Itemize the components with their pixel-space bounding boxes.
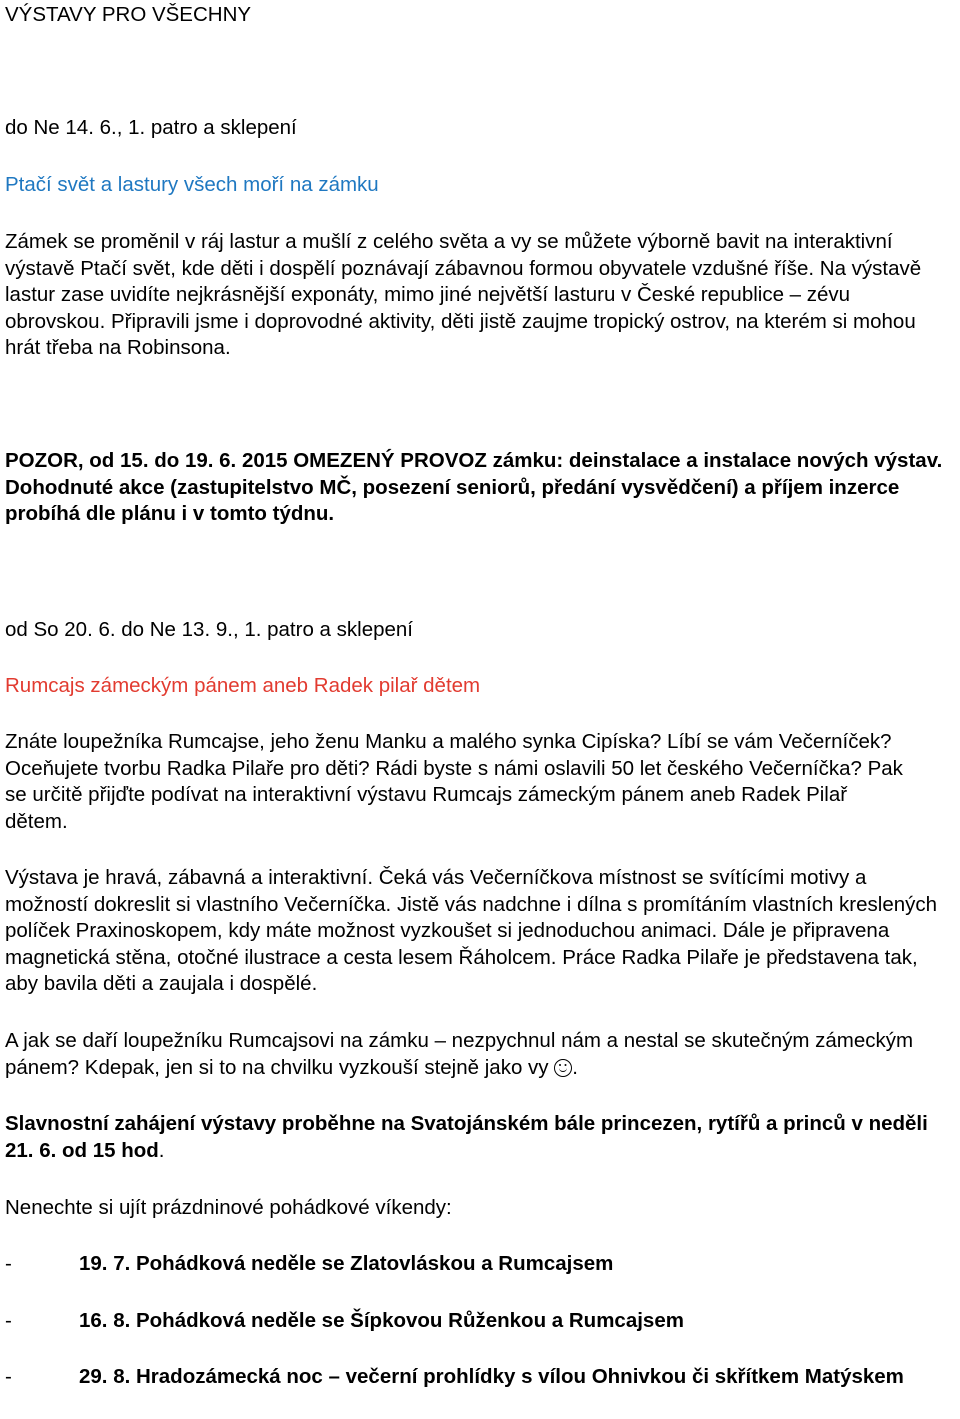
exhibit1-text-b: Na výstavě lastur zase uvidíte nejkrásnější exponáty, mimo jiné největší lasturu v České republice – zévu obrovskou. — [5, 256, 922, 333]
list-item-text: 19. 7. Pohádková neděle se Zlatovláskou a Rumcajsem — [79, 1252, 614, 1275]
list-item-text: 29. 8. Hradozámecká noc – večerní prohlídky s vílou Ohnivkou či skřítkem Matýskem — [79, 1365, 904, 1388]
notice-text-b: Dohodnuté akce (zastupitelstvo MČ, posezení seniorů, předání vysvědčení) a příjem inzerce probíhá dle plánu i v tomto týdnu. — [5, 475, 900, 525]
exhibit1-description — [5, 229, 950, 362]
paragraph-3-end: . — [572, 1055, 578, 1079]
page-title: VÝSTAVY PRO VŠECHNY — [5, 3, 252, 26]
exhibit1-text-c: Připravili jsme i doprovodné aktivity, děti jistě zaujme tropický ostrov, na kterém si mohou hrát třeba na Robinsona. — [5, 309, 916, 359]
exhibit2-title: Rumcajs zámeckým pánem aneb Radek pilař dětem — [5, 674, 481, 697]
paragraph-3-text: A jak se daří loupežníku Rumcajsovi na zámku – nezpychnul nám a nestal se skutečným zámeckým pánem? Kdepak, jen si to na chvilku vyzkouší stejně jako vy — [5, 1029, 914, 1079]
exhibit2-dates: od So 20. 6. do Ne 13. 9., 1. patro a sklepení — [5, 618, 413, 641]
list-item — [5, 1364, 959, 1391]
list-dash: - — [5, 1365, 12, 1388]
exhibit1-text-a: Zámek se proměnil v ráj lastur a mušlí z celého světa a vy se můžete výborně bavit na interaktivní výstavě Ptačí svět, kde děti i dospělí poznávají zábavnou formou obyvatele vzdušné říše. — [5, 230, 893, 280]
list-dash: - — [5, 1252, 12, 1275]
list-item — [5, 1308, 959, 1335]
list-item — [5, 1251, 959, 1278]
exhibit2-paragraph-3 — [5, 1028, 940, 1081]
notice-text-a: POZOR, od 15. do 19. 6. 2015 OMEZENÝ PROVOZ zámku: deinstalace a instalace nových výstav. — [5, 449, 943, 472]
exhibit2-paragraph-1: Znáte loupežníka Rumcajse, jeho ženu Manku a malého synka Cipíska? Líbí se vám Večerníček? Oceňujete tvorbu Radka Pilaře pro děti? Rádi byste s námi oslavili 50 let českého Večerníčka? Pak se určitě přijďte podívat na interaktivní výstavu Rumcajs zámeckým pánem aneb Radek Pilař dětem. — [5, 730, 903, 833]
weekends-intro: Nenechte si ujít prázdninové pohádkové víkendy: — [5, 1196, 452, 1219]
exhibit2-paragraph-2: Výstava je hravá, zábavná a interaktivní. Čeká vás Večerníčkova místnost se svítícími motivy a možností dokreslit si vlastního Večerníčka. Jistě vás nadchne i dílna s promítáním vlastních kreslených políček Praxinoskopem, kdy máte možnost vyzkoušet si jednoduchou animaci. Dále je připravena magnetická stěna, otočné ilustrace a cesta lesem Řáholcem. Práce Radka Pilaře je představena tak, aby bavila děti a zaujala i dospělé. — [5, 866, 938, 995]
list-dash: - — [5, 1309, 12, 1332]
list-item-text: 16. 8. Pohádková neděle se Šípkovou Růženkou a Rumcajsem — [79, 1309, 684, 1332]
opening-bold-text: Slavnostní zahájení výstavy proběhne na Svatojánském bále princezen, rytířů a princů v neděli 21. 6. od 15 hod — [5, 1112, 928, 1162]
notice-block — [5, 448, 955, 528]
exhibit1-dates: do Ne 14. 6., 1. patro a sklepení — [5, 116, 297, 139]
smiley-icon — [554, 1059, 572, 1077]
opening-end: . — [158, 1138, 165, 1162]
opening-announcement — [5, 1111, 960, 1164]
exhibit1-title: Ptačí svět a lastury všech moří na zámku — [5, 173, 379, 196]
